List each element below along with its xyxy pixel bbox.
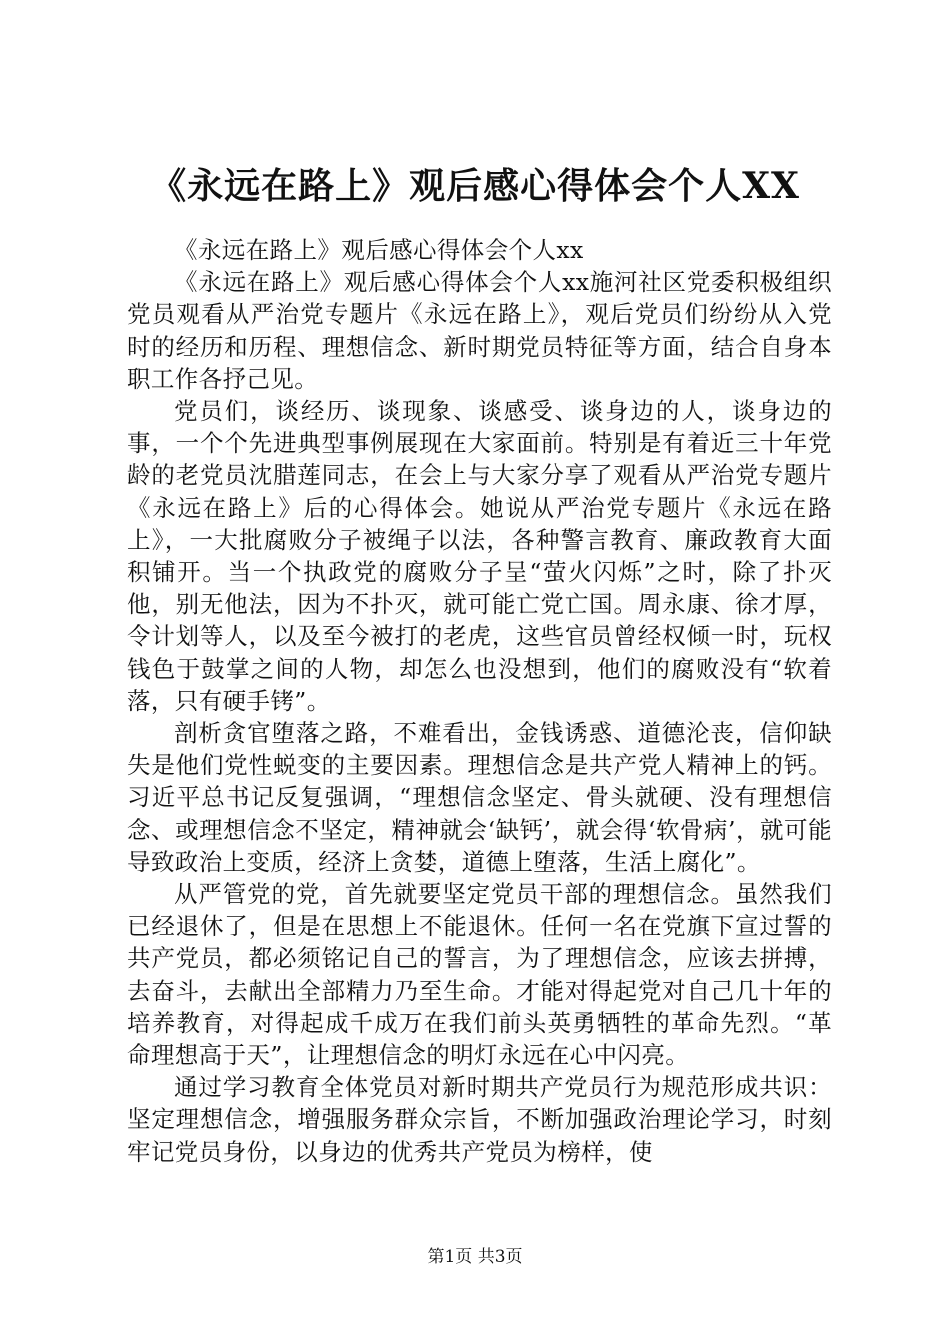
paragraph-analysis: 剖析贪官堕落之路，不难看出，金钱诱惑、道德沦丧，信仰缺失是他们党性蜕变的主要因素。理想信念是共产党人精神上的钙。习近平总书记反复强调，“理想信念坚定、骨头就硬、没有理想信念、或理想信念不坚定，精神就会‘缺钙’，就会得‘软骨病’，就可能导致政治上变质，经济上贪婪，道德上堕落，生活上腐化”。 xyxy=(127,719,832,876)
paragraph-belief: 从严管党的党，首先就要坚定党员干部的理想信念。虽然我们已经退休了，但是在思想上不能退休。任何一名在党旗下宣过誓的共产党员，都必须铭记自己的誓言，为了理想信念，应该去拼搏，去奋斗，去献出全部精力乃至生命。才能对得起党对自己几十年的培养教育，对得起成千成万在我们前头英勇牺牲的革命先烈。“革命理想高于天”，让理想信念的明灯永远在心中闪亮。 xyxy=(127,880,832,1070)
page-number-footer: 第1页 共3页 xyxy=(427,1247,523,1267)
paragraph-conclusion: 通过学习教育全体党员对新时期共产党员行为规范形成共识：坚定理想信念，增强服务群众宗旨，不断加强政治理论学习，时刻牢记党员身份，以身边的优秀共产党员为榜样，使 xyxy=(127,1073,832,1166)
document-body xyxy=(127,234,832,1168)
paragraph-intro: 《永远在路上》观后感心得体会个人xx施河社区党委积极组织党员观看从严治党专题片《永远在路上》，观后党员们纷纷从入党时的经历和历程、理想信念、新时期党员特征等方面，结合自身本职工作各抒己见。 xyxy=(127,268,832,393)
paragraph-discussion: 党员们，谈经历、谈现象、谈感受、谈身边的人，谈身边的事，一个个先进典型事例展现在大家面前。特别是有着近三十年党龄的老党员沈腊莲同志，在会上与大家分享了观看从严治党专题片《永远在路上》后的心得体会。她说从严治党专题片《永远在路上》，一大批腐败分子被绳子以法，各种警言教育、廉政教育大面积铺开。当一个执政党的腐败分子呈“萤火闪烁”之时，除了扑灭他，别无他法，因为不扑灭，就可能亡党亡国。周永康、徐才厚，令计划等人，以及至今被打的老虎，这些官员曾经权倾一时，玩权钱色于鼓掌之间的人物，却怎么也没想到，他们的腐败没有“软着落，只有硬手铐”。 xyxy=(127,397,832,715)
document-title: 《永远在路上》观后感心得体会个人XX xyxy=(150,165,800,207)
paragraph-subtitle: 《永远在路上》观后感心得体会个人xx xyxy=(174,236,584,264)
